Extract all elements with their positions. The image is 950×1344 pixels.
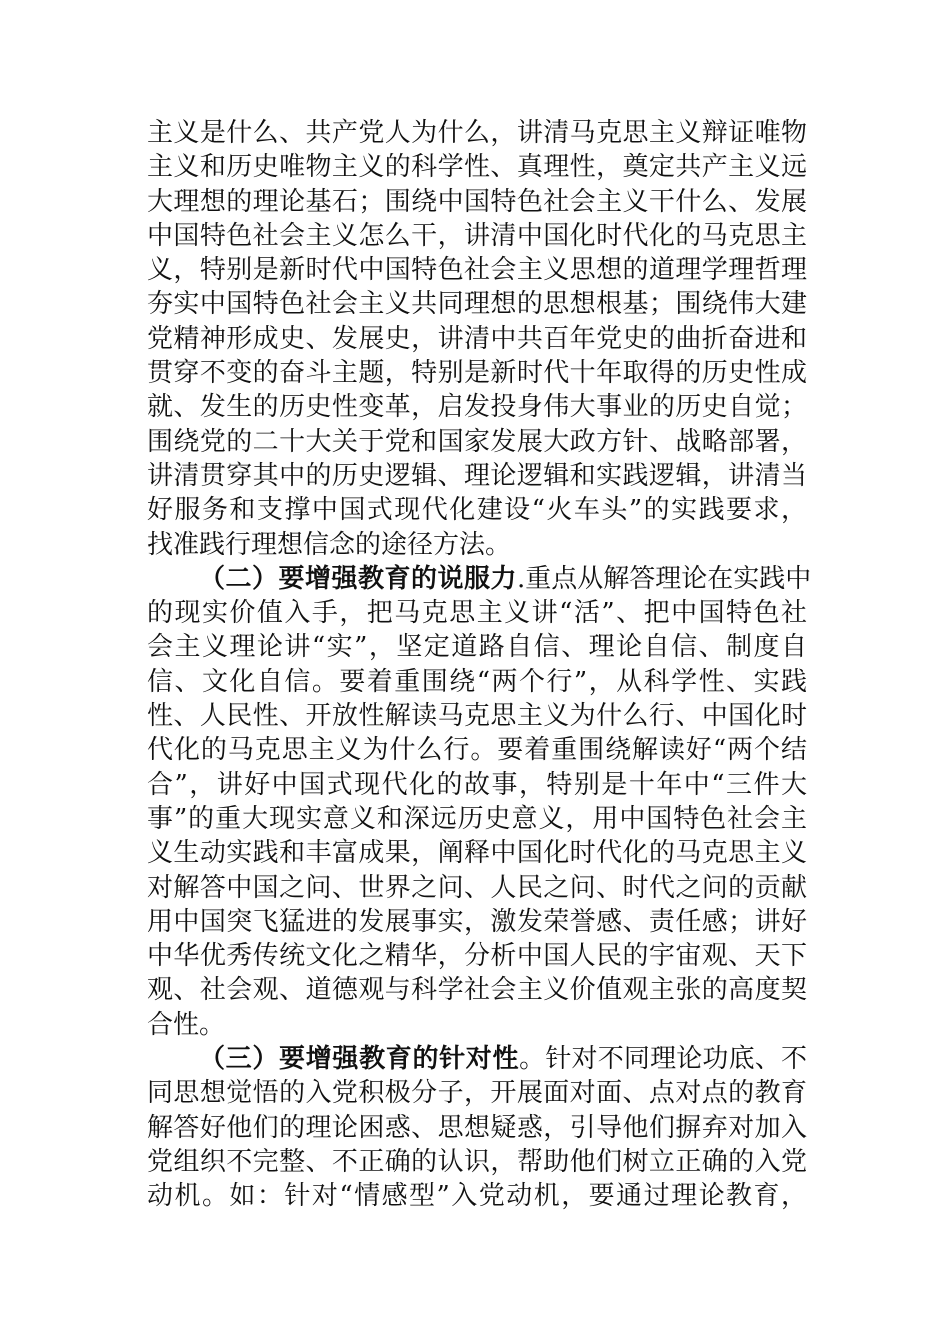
text-line: 就、发生的历史性变革，启发投身伟大事业的历史自觉； [147, 392, 807, 423]
text-line: 大理想的理论基石；围绕中国特色社会主义干什么、发展 [147, 186, 807, 217]
paragraph-2 [147, 562, 812, 1042]
text-line: 贯穿不变的奋斗主题，特别是新时代十年取得的历史性成 [147, 358, 807, 389]
text-line: 夯实中国特色社会主义共同理想的思想根基；围绕伟大建 [147, 289, 807, 320]
text-line: 党组织不完整、不正确的认识，帮助他们树立正确的入党 [147, 1146, 807, 1177]
text-line: 义生动实践和丰富成果，阐释中国化时代化的马克思主义 [147, 838, 807, 869]
text-line: 党精神形成史、发展史，讲清中共百年党史的曲折奋进和 [147, 323, 807, 354]
text-line: 合性。 [147, 1009, 226, 1040]
text-line: 讲清贯穿其中的历史逻辑、理论逻辑和实践逻辑，讲清当 [147, 460, 807, 491]
text-line: 围绕党的二十大关于党和国家发展大政方针、战略部署， [147, 426, 807, 457]
text-line: 好服务和支撑中国式现代化建设“火车头”的实践要求， [147, 495, 807, 526]
text-line: 主义是什么、共产党人为什么，讲清马克思主义辩证唯物 [147, 118, 807, 148]
section-heading: （二）要增强教育的说服力 [199, 563, 518, 594]
text-line: 会主义理论讲“实”，坚定道路自信、理论自信、制度自 [147, 632, 807, 663]
paragraph-1 [147, 116, 807, 562]
text-line: 解答好他们的理论困惑、思想疑惑，引导他们摒弃对加入 [147, 1112, 807, 1143]
text-run: .重点从解答理论在实践中 [517, 563, 812, 594]
document-body [147, 116, 812, 1214]
text-line: 主义和历史唯物主义的科学性、真理性，奠定共产主义远 [147, 152, 807, 183]
text-run: 。针对不同理论功底、不 [519, 1044, 807, 1075]
paragraph-first-line [147, 1042, 807, 1076]
text-line: 观、社会观、道德观与科学社会主义价值观主张的高度契 [147, 975, 807, 1006]
text-line: 中华优秀传统文化之精华，分析中国人民的宇宙观、天下 [147, 941, 807, 972]
text-line: 动机。如：针对“情感型”入党动机，要通过理论教育， [147, 1181, 807, 1212]
text-line: 找准践行理想信念的途径方法。 [147, 529, 512, 560]
text-line: 同思想觉悟的入党积极分子，开展面对面、点对点的教育 [147, 1078, 807, 1109]
text-line: 信、文化自信。要着重围绕“两个行”，从科学性、实践 [147, 666, 807, 697]
section-heading: （三）要增强教育的针对性 [199, 1044, 520, 1075]
text-line: 对解答中国之问、世界之问、人民之问、时代之问的贡献 [147, 872, 807, 903]
text-line: 事”的重大现实意义和深远历史意义，用中国特色社会主 [147, 803, 807, 834]
text-line: 合”，讲好中国式现代化的故事，特别是十年中“三件大 [147, 769, 807, 800]
paragraph-3 [147, 1042, 807, 1213]
text-line: 代化的马克思主义为什么行。要着重围绕解读好“两个结 [147, 735, 807, 766]
paragraph-first-line [147, 562, 812, 596]
text-line: 的现实价值入手，把马克思主义讲“活”、把中国特色社 [147, 598, 807, 629]
text-line: 用中国突飞猛进的发展事实，激发荣誉感、责任感；讲好 [147, 906, 807, 937]
text-line: 义，特别是新时代中国特色社会主义思想的道理学理哲理 [147, 255, 807, 286]
text-line: 中国特色社会主义怎么干，讲清中国化时代化的马克思主 [147, 220, 807, 251]
text-line: 性、人民性、开放性解读马克思主义为什么行、中国化时 [147, 701, 807, 732]
